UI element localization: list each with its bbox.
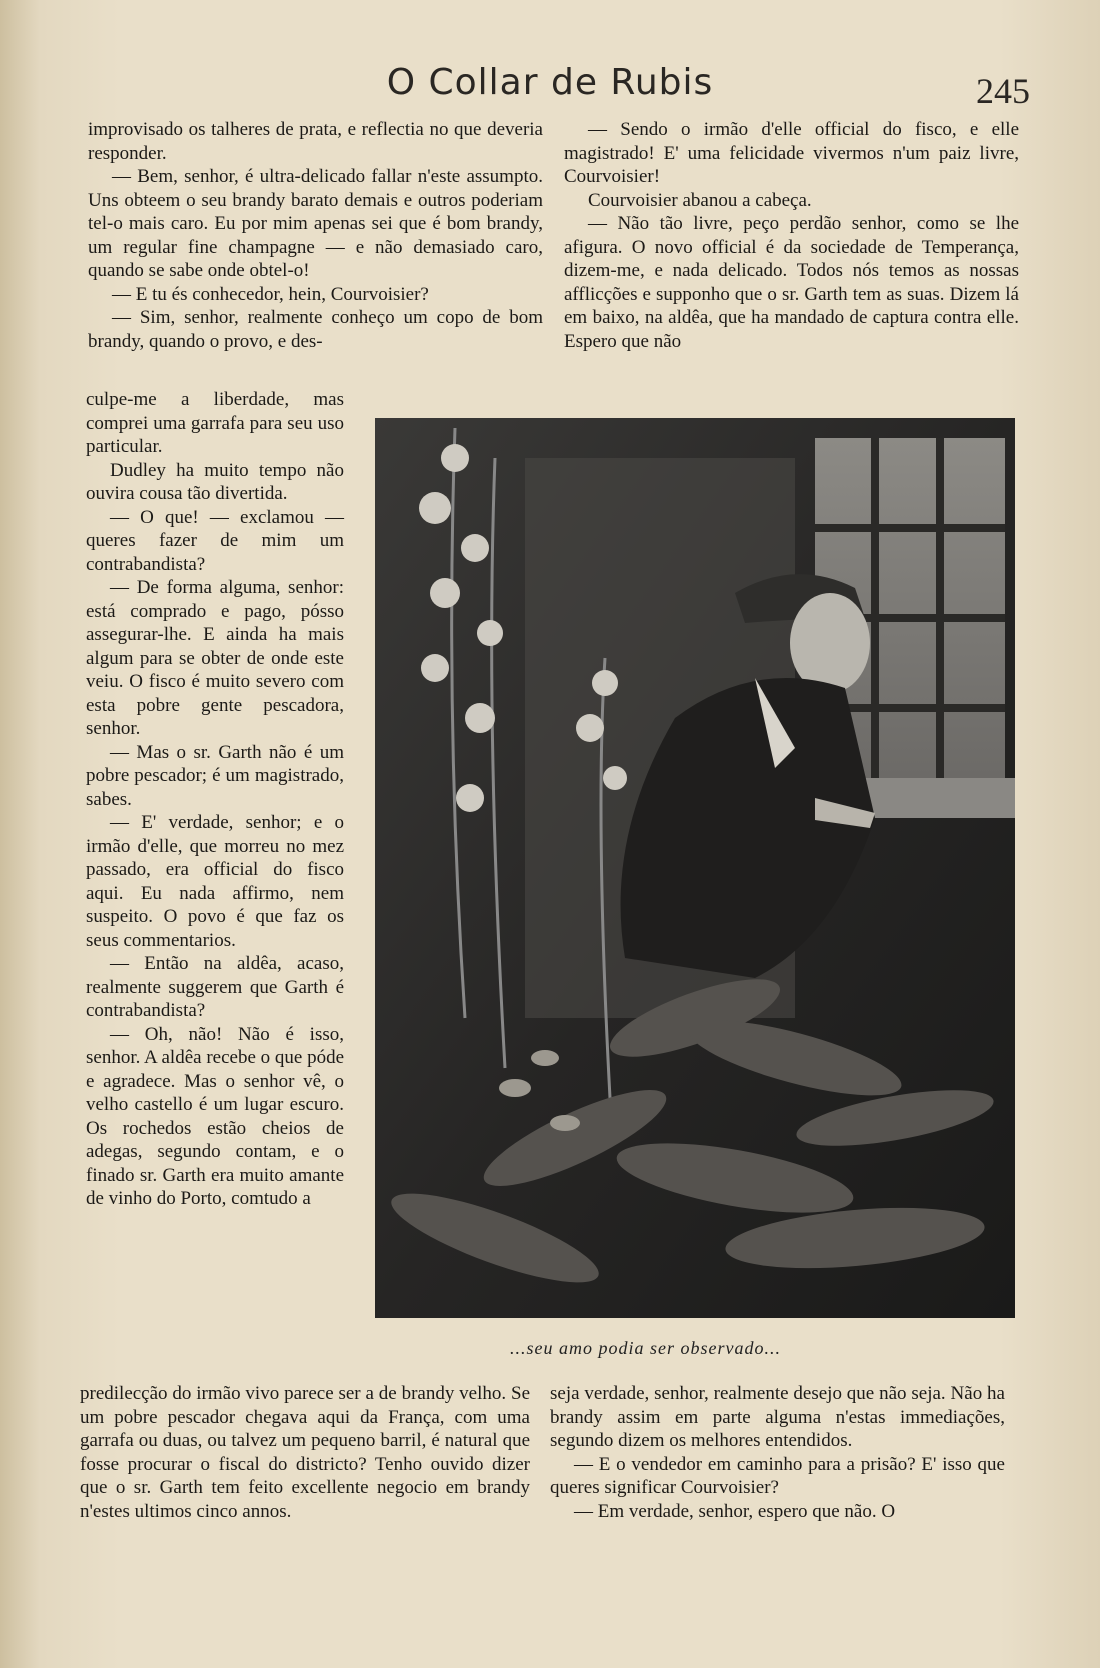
paragraph: seja verdade, senhor, realmente desejo que não seja. Não ha brandy assim em parte alguma n'estas immediações, segundo dizem os melhores entendidos. xyxy=(550,1383,1005,1451)
left-column-top xyxy=(88,118,543,353)
paragraph: — E o vendedor em caminho para a prisão? E' isso que queres significar Courvoisier? xyxy=(550,1453,1005,1498)
right-column-top xyxy=(564,118,1019,353)
illustration xyxy=(375,418,1015,1318)
paragraph: — Mas o sr. Garth não é um pobre pescador; é um magistrado, sabes. xyxy=(86,741,344,810)
paragraph: improvisado os talheres de prata, e reflectia no que deveria responder. xyxy=(88,119,543,164)
paragraph: predilecção do irmão vivo parece ser a de brandy velho. Se um pobre pescador chegava aqui da França, com uma garrafa ou duas, ou talvez um pequeno barril, é natural que fosse procurar o fiscal do districto? Tenho ouvido dizer que o sr. Garth tem feito excellente negocio em brandy n'estes ultimos cinco annos. xyxy=(80,1383,530,1522)
page-number: 245 xyxy=(976,71,1030,111)
paragraph: — E' verdade, senhor; e o irmão d'elle, que morreu no mez passado, era official do fisco aqui. Eu nada affirmo, nem suspeito. O povo é que faz os seus commentarios. xyxy=(86,812,344,951)
paragraph: — De forma alguma, senhor: está comprado e pago, pósso assegurar-lhe. E ainda ha mais algum para se obter de onde este veiu. O fisco é muito severo com esta pobre gente pescadora, senhor. xyxy=(86,577,344,739)
paragraph: — Oh, não! Não é isso, senhor. A aldêa recebe o que póde e agradece. Mas o senhor vê, o velho castello é um lugar escuro. Os rochedos estão cheios de adegas, segundo contam, e o finado sr. Garth era muito amante de vinho do Porto, comtudo a xyxy=(86,1023,344,1209)
left-column-narrow xyxy=(86,388,344,1211)
paragraph: — Bem, senhor, é ultra-delicado fallar n'este assumpto. Uns obteem o seu brandy barato demais e outros poderiam tel-o mais caro. Eu por mim apenas sei que é bom brandy, um regular fine champagne — e não demasiado caro, quando se sabe onde obtel-o! xyxy=(88,166,543,281)
paragraph: — O que! — exclamou — queres fazer de mim um contrabandista? xyxy=(86,506,344,575)
paragraph: — Sendo o irmão d'elle official do fisco, e elle magistrado! E' uma felicidade vivermos n'um paiz livre, Courvoisier! xyxy=(564,119,1019,187)
illustration-caption: ...seu amo podia ser observado... xyxy=(510,1338,781,1358)
illustration-drawing xyxy=(375,418,1015,1318)
paragraph: — Não tão livre, peço perdão senhor, como se lhe afigura. O novo official é da sociedade de Temperança, dizem-me, e nada delicado. Todos nós temos as nossas afflicções e supponho que o sr. Garth tem as suas. Dizem lá em baixo, na aldêa, que ha mandado de captura contra elle. Espero que não xyxy=(564,213,1019,352)
paragraph: culpe-me a liberdade, mas comprei uma garrafa para seu uso particular. xyxy=(86,389,344,457)
paragraph: — Sim, senhor, realmente conheço um copo de bom brandy, quando o provo, e des- xyxy=(88,307,543,352)
paragraph: Dudley ha muito tempo não ouvira cousa tão divertida. xyxy=(86,459,344,504)
paragraph: — Em verdade, senhor, espero que não. O xyxy=(574,1500,896,1522)
page-title: O Collar de Rubis xyxy=(386,62,714,103)
right-column-bottom xyxy=(550,1382,1005,1523)
paragraph: Courvoisier abanou a cabeça. xyxy=(588,189,812,211)
paragraph: — Então na aldêa, acaso, realmente suggerem que Garth é contrabandista? xyxy=(86,953,344,1021)
left-column-bottom xyxy=(80,1382,530,1523)
paragraph: — E tu és conhecedor, hein, Courvoisier? xyxy=(112,283,429,305)
